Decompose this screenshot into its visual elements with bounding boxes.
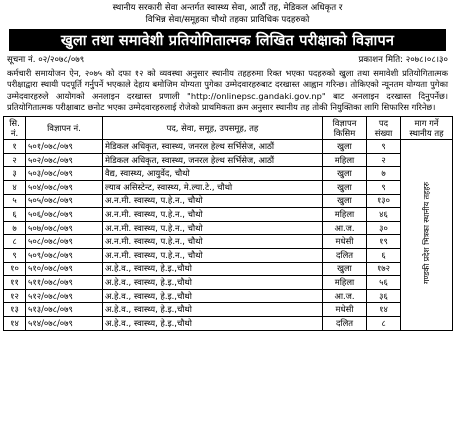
- advertisement-banner: खुला तथा समावेशी प्रतियोगितात्मक लिखित परीक्षाको विज्ञापन: [9, 29, 446, 51]
- table-row: [4, 262, 453, 276]
- table-row: [4, 276, 453, 290]
- col-header-local-level: माग गर्ने स्थानीय तह: [401, 117, 453, 140]
- publish-date: प्रकाशन मिति: २०७८।०८।३०: [358, 55, 448, 65]
- table-row: [4, 208, 453, 222]
- cell-post: अ.हे.व., स्वास्थ्य, हे.इ.,चौथो: [103, 316, 323, 330]
- cell-adv-no: ५१२/०७८/०७९: [26, 289, 103, 303]
- cell-sn: ९: [4, 248, 26, 262]
- table-row: [4, 248, 453, 262]
- cell-adv-no: ५०२/०७८/०७९: [26, 153, 103, 167]
- cell-type: महिला: [323, 208, 367, 222]
- cell-sn: ३: [4, 167, 26, 181]
- cell-sn: १२: [4, 289, 26, 303]
- cell-post: अ.न.मी. स्वास्थ्य, प.हे.न., चौथो: [103, 235, 323, 249]
- cell-post: मेडिकल अधिकृत, स्वास्थ्य, जनरल हेल्थ सर्भिसेज, आठौं: [103, 140, 323, 154]
- table-row: [4, 167, 453, 181]
- cell-post: अ.हे.व., स्वास्थ्य, हे.इ.,चौथो: [103, 262, 323, 276]
- cell-post: ल्याब असिस्टेन्ट, स्वास्थ्य, मे.ल्या.टे., चौथो: [103, 180, 323, 194]
- cell-sn: ४: [4, 180, 26, 194]
- col-header-type: विज्ञापन किसिम: [323, 117, 367, 140]
- cell-sn: २: [4, 153, 26, 167]
- cell-sn: ६: [4, 208, 26, 222]
- cell-adv-no: ५०१/०७८/०७९: [26, 140, 103, 154]
- cell-count: ६: [367, 248, 401, 262]
- cell-adv-no: ५११/०७८/०७९: [26, 276, 103, 290]
- table-row: [4, 303, 453, 317]
- table-row: [4, 316, 453, 330]
- cell-adv-no: ५०५/०७८/०७९: [26, 194, 103, 208]
- cell-sn: १३: [4, 303, 26, 317]
- cell-adv-no: ५०७/०७८/०७९: [26, 221, 103, 235]
- cell-count: १३०: [367, 194, 401, 208]
- heading-line-2: विभिन्न सेवा/समूहका चौथो तहका प्राविधिक पदहरुको: [145, 15, 310, 25]
- cell-count: ५६: [367, 276, 401, 290]
- cell-adv-no: ५०४/०७८/०७९: [26, 180, 103, 194]
- col-header-adv-no: विज्ञापन नं.: [26, 117, 103, 140]
- cell-type: दलित: [323, 316, 367, 330]
- cell-type: खुला: [323, 140, 367, 154]
- cell-post: मेडिकल अधिकृत, स्वास्थ्य, जनरल हेल्थ सर्भिसेज, आठौं: [103, 153, 323, 167]
- notice-number: सूचना नं. ०२/२०७८/०७९: [7, 55, 85, 65]
- cell-type: खुला: [323, 262, 367, 276]
- heading-line-1: स्थानीय सरकारी सेवा अन्तर्गत स्वास्थ्य सेवा, आठौं तह, मेडिकल अधिकृत र: [112, 3, 343, 13]
- cell-type: खुला: [323, 180, 367, 194]
- table-row: [4, 153, 453, 167]
- cell-type: आ.ज.: [323, 221, 367, 235]
- cell-count: १४: [367, 303, 401, 317]
- col-header-post: पद, सेवा, समूह, उपसमूह, तह: [103, 117, 323, 140]
- notice-meta: [7, 55, 448, 66]
- cell-sn: ८: [4, 235, 26, 249]
- cell-adv-no: ५१३/०७८/०७९: [26, 303, 103, 317]
- cell-count: ९: [367, 140, 401, 154]
- cell-type: दलित: [323, 248, 367, 262]
- cell-count: १९: [367, 235, 401, 249]
- table-header-row: [4, 117, 453, 140]
- cell-type: मधेसी: [323, 303, 367, 317]
- table-row: [4, 140, 453, 154]
- cell-type: महिला: [323, 276, 367, 290]
- cell-sn: ७: [4, 221, 26, 235]
- cell-count: ३०: [367, 221, 401, 235]
- cell-sn: १: [4, 140, 26, 154]
- cell-post: अ.न.मी. स्वास्थ्य, प.हे.न., चौथो: [103, 208, 323, 222]
- cell-post: अ.न.मी. स्वास्थ्य, प.हे.न., चौथो: [103, 194, 323, 208]
- table-row: [4, 221, 453, 235]
- cell-adv-no: ५१०/०७८/०७९: [26, 262, 103, 276]
- table-row: [4, 180, 453, 194]
- table-row: [4, 289, 453, 303]
- cell-count: ९: [367, 180, 401, 194]
- cell-adv-no: ५०९/०७८/०७९: [26, 248, 103, 262]
- cell-sn: १४: [4, 316, 26, 330]
- cell-adv-no: ५०६/०७८/०७९: [26, 208, 103, 222]
- cell-sn: १०: [4, 262, 26, 276]
- cell-type: आ.ज.: [323, 289, 367, 303]
- cell-count: ३६: [367, 289, 401, 303]
- cell-post: अ.हे.व., स्वास्थ्य, हे.इ.,चौथो: [103, 276, 323, 290]
- local-level-note: गण्डकी प्रदेश भित्रका स्थानीय तहहरु: [422, 182, 431, 285]
- local-level-note-cell: [401, 140, 453, 330]
- col-header-count: पद संख्या: [367, 117, 401, 140]
- cell-count: ४६: [367, 208, 401, 222]
- table-body: [4, 140, 453, 330]
- cell-count: ८: [367, 316, 401, 330]
- cell-post: अ.न.मी. स्वास्थ्य, प.हे.न., चौथो: [103, 248, 323, 262]
- cell-adv-no: ५०३/०७८/०७९: [26, 167, 103, 181]
- cell-type: खुला: [323, 167, 367, 181]
- cell-post: वैद्य, स्वास्थ्य, आयुर्वेद, चौथो: [103, 167, 323, 181]
- cell-sn: ५: [4, 194, 26, 208]
- cell-type: महिला: [323, 153, 367, 167]
- cell-type: खुला: [323, 194, 367, 208]
- table-row: [4, 235, 453, 249]
- notice-body-text: कर्मचारी समायोजन ऐन, २०७५ को दफा १२ को व्यवस्था अनुसार स्थानीय तहहरुमा रिक्त भएका पदहरुको खुला तथा समावेशी प्रतियोगितात्मक परीक्षाद्वारा स्थायी पदपूर्ति गर्नुपर्ने भएकाले देहाय बमोजिम योग्यता पुगेका उम्मेदवारहरुबाट दरखास्त आह्वान गरिन्छ। तोकिएको न्यूनतम योग्यता पुगेका उम्मेदवारहरुले आयोगको अनलाइन दरखास्त प्रणाली "http://onlinepsc.gandaki.gov.np" बाट अनलाइन दरखास्त दिनुपर्नेछ। प्रतियोगितात्मक परीक्षाबाट छनोट भएका उम्मेदवारहरुलाई रोजेको प्राथमिकता क्रम अनुसार स्थानीय तह तोकी नियुक्तिका लागि सिफारिस गरिनेछ।: [7, 68, 448, 112]
- cell-sn: ११: [4, 276, 26, 290]
- cell-count: २: [367, 153, 401, 167]
- col-header-sn: सि. नं.: [4, 117, 26, 140]
- cell-adv-no: ५०८/०७८/०७९: [26, 235, 103, 249]
- cell-count: १७२: [367, 262, 401, 276]
- cell-adv-no: ५१४/०७८/०७९: [26, 316, 103, 330]
- table-row: [4, 194, 453, 208]
- cell-post: अ.न.मी. स्वास्थ्य, प.हे.न., चौथो: [103, 221, 323, 235]
- cell-count: ७: [367, 167, 401, 181]
- cell-type: मधेसी: [323, 235, 367, 249]
- vacancy-table: [3, 116, 453, 330]
- cell-post: अ.हे.व., स्वास्थ्य, हे.इ.,चौथो: [103, 303, 323, 317]
- cell-post: अ.हे.व., स्वास्थ्य, हे.इ.,चौथो: [103, 289, 323, 303]
